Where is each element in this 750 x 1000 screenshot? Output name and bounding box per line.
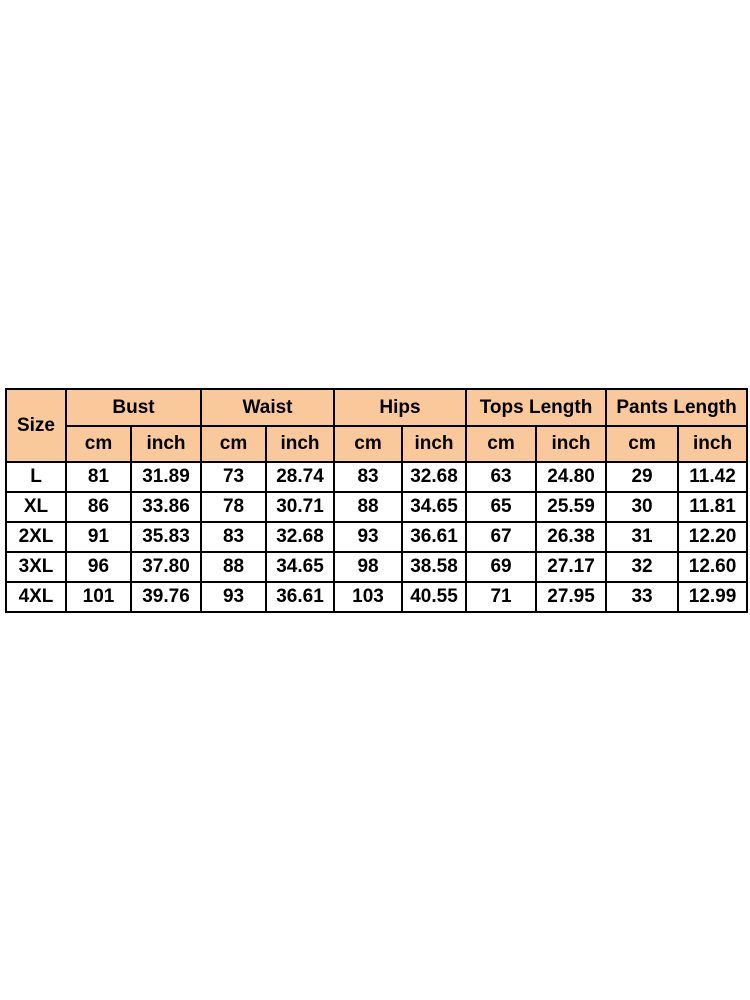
measurement-cell: 73 <box>201 462 266 492</box>
group-header-bust: Bust <box>66 389 201 426</box>
measurement-cell: 11.42 <box>678 462 747 492</box>
measurement-cell: 32.68 <box>266 522 334 552</box>
measurement-cell: 12.20 <box>678 522 747 552</box>
measurement-cell: 30.71 <box>266 492 334 522</box>
measurement-cell: 12.99 <box>678 582 747 612</box>
header-row-groups <box>6 389 747 426</box>
unit-header-cm: cm <box>201 426 266 462</box>
measurement-cell: 83 <box>334 462 402 492</box>
measurement-cell: 34.65 <box>402 492 466 522</box>
group-header-pants-length: Pants Length <box>606 389 747 426</box>
header-row-units <box>6 426 747 462</box>
measurement-cell: 37.80 <box>131 552 201 582</box>
group-header-tops-length: Tops Length <box>466 389 606 426</box>
measurement-cell: 86 <box>66 492 131 522</box>
measurement-cell: 35.83 <box>131 522 201 552</box>
unit-header-cm: cm <box>606 426 678 462</box>
measurement-cell: 65 <box>466 492 536 522</box>
measurement-cell: 26.38 <box>536 522 606 552</box>
measurement-cell: 88 <box>334 492 402 522</box>
measurement-cell: 67 <box>466 522 536 552</box>
table-row <box>6 582 747 612</box>
measurement-cell: 30 <box>606 492 678 522</box>
unit-header-cm: cm <box>466 426 536 462</box>
size-cell: L <box>6 462 66 492</box>
measurement-cell: 27.17 <box>536 552 606 582</box>
measurement-cell: 98 <box>334 552 402 582</box>
measurement-cell: 31 <box>606 522 678 552</box>
table-body <box>6 462 747 612</box>
group-header-hips: Hips <box>334 389 466 426</box>
measurement-cell: 38.58 <box>402 552 466 582</box>
measurement-cell: 29 <box>606 462 678 492</box>
measurement-cell: 31.89 <box>131 462 201 492</box>
measurement-cell: 103 <box>334 582 402 612</box>
measurement-cell: 101 <box>66 582 131 612</box>
measurement-cell: 34.65 <box>266 552 334 582</box>
measurement-cell: 11.81 <box>678 492 747 522</box>
unit-header-inch: inch <box>536 426 606 462</box>
table-row <box>6 492 747 522</box>
size-cell: 4XL <box>6 582 66 612</box>
unit-header-inch: inch <box>678 426 747 462</box>
measurement-cell: 91 <box>66 522 131 552</box>
size-cell: 2XL <box>6 522 66 552</box>
unit-header-cm: cm <box>66 426 131 462</box>
measurement-cell: 39.76 <box>131 582 201 612</box>
unit-header-inch: inch <box>266 426 334 462</box>
measurement-cell: 78 <box>201 492 266 522</box>
unit-header-inch: inch <box>402 426 466 462</box>
measurement-cell: 36.61 <box>402 522 466 552</box>
measurement-cell: 27.95 <box>536 582 606 612</box>
measurement-cell: 32.68 <box>402 462 466 492</box>
size-header: Size <box>6 389 66 462</box>
table-header <box>6 389 747 462</box>
size-cell: XL <box>6 492 66 522</box>
measurement-cell: 63 <box>466 462 536 492</box>
measurement-cell: 25.59 <box>536 492 606 522</box>
measurement-cell: 71 <box>466 582 536 612</box>
measurement-cell: 33 <box>606 582 678 612</box>
measurement-cell: 93 <box>201 582 266 612</box>
measurement-cell: 32 <box>606 552 678 582</box>
measurement-cell: 33.86 <box>131 492 201 522</box>
measurement-cell: 12.60 <box>678 552 747 582</box>
size-chart-table <box>5 388 748 613</box>
measurement-cell: 69 <box>466 552 536 582</box>
table-row <box>6 522 747 552</box>
unit-header-inch: inch <box>131 426 201 462</box>
measurement-cell: 24.80 <box>536 462 606 492</box>
unit-header-cm: cm <box>334 426 402 462</box>
measurement-cell: 93 <box>334 522 402 552</box>
measurement-cell: 81 <box>66 462 131 492</box>
measurement-cell: 83 <box>201 522 266 552</box>
size-cell: 3XL <box>6 552 66 582</box>
measurement-cell: 88 <box>201 552 266 582</box>
measurement-cell: 40.55 <box>402 582 466 612</box>
table-row <box>6 462 747 492</box>
group-header-waist: Waist <box>201 389 334 426</box>
measurement-cell: 28.74 <box>266 462 334 492</box>
measurement-cell: 96 <box>66 552 131 582</box>
measurement-cell: 36.61 <box>266 582 334 612</box>
table-row <box>6 552 747 582</box>
